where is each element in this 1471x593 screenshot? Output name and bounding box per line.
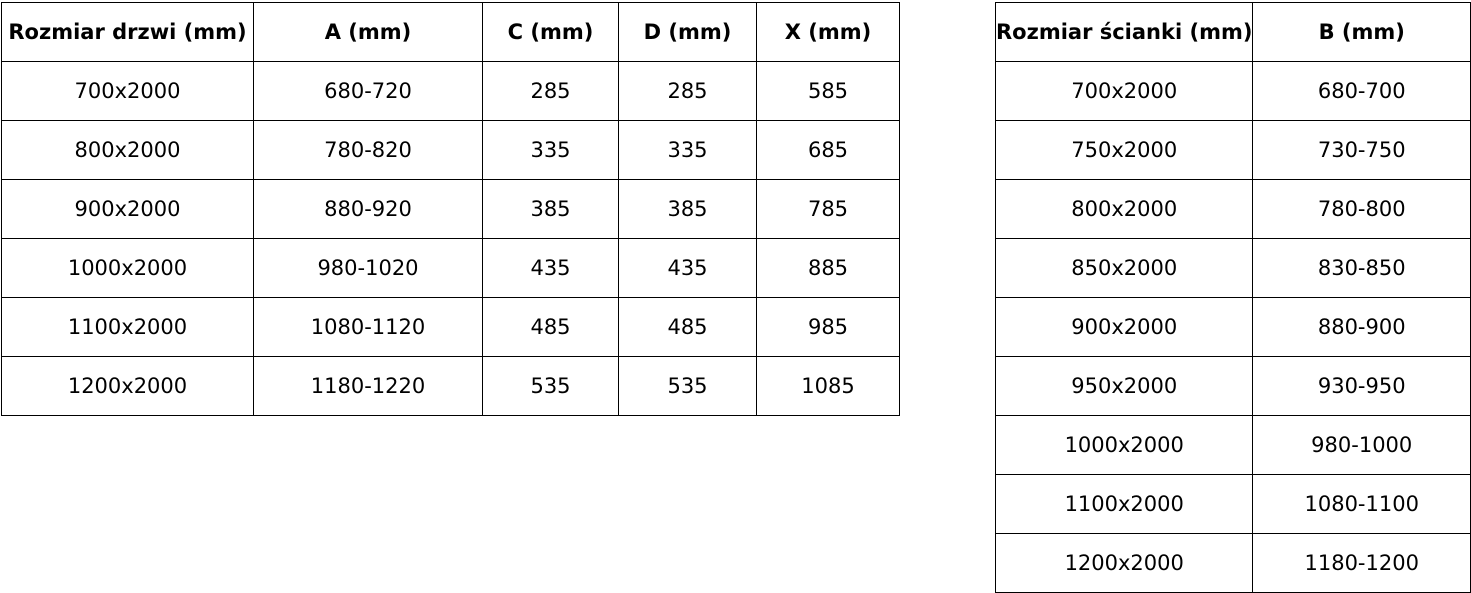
cell-x: 785	[757, 180, 900, 239]
table-row	[2, 121, 900, 180]
cell-b: 730-750	[1253, 121, 1471, 180]
cell-door-size: 700x2000	[2, 62, 254, 121]
cell-d: 435	[619, 239, 757, 298]
cell-wall-size: 1000x2000	[996, 416, 1253, 475]
cell-wall-size: 950x2000	[996, 357, 1253, 416]
column-header-door-size: Rozmiar drzwi (mm)	[2, 3, 254, 62]
column-header-d: D (mm)	[619, 3, 757, 62]
cell-d: 385	[619, 180, 757, 239]
table-row	[996, 298, 1471, 357]
cell-c: 285	[483, 62, 619, 121]
table-header-row	[2, 3, 900, 62]
cell-c: 485	[483, 298, 619, 357]
cell-a: 780-820	[254, 121, 483, 180]
cell-a: 880-920	[254, 180, 483, 239]
table-row	[2, 180, 900, 239]
table-header-row	[996, 3, 1471, 62]
cell-b: 680-700	[1253, 62, 1471, 121]
table-row	[996, 239, 1471, 298]
table-row	[996, 416, 1471, 475]
cell-a: 680-720	[254, 62, 483, 121]
table-row	[996, 534, 1471, 593]
column-header-b: B (mm)	[1253, 3, 1471, 62]
cell-d: 335	[619, 121, 757, 180]
table-row	[996, 121, 1471, 180]
cell-b: 880-900	[1253, 298, 1471, 357]
cell-a: 1080-1120	[254, 298, 483, 357]
cell-b: 830-850	[1253, 239, 1471, 298]
cell-b: 980-1000	[1253, 416, 1471, 475]
cell-wall-size: 850x2000	[996, 239, 1253, 298]
cell-b: 1180-1200	[1253, 534, 1471, 593]
cell-wall-size: 700x2000	[996, 62, 1253, 121]
table-row	[2, 357, 900, 416]
cell-door-size: 1100x2000	[2, 298, 254, 357]
cell-x: 885	[757, 239, 900, 298]
cell-wall-size: 900x2000	[996, 298, 1253, 357]
table-row	[996, 62, 1471, 121]
cell-x: 585	[757, 62, 900, 121]
cell-x: 1085	[757, 357, 900, 416]
column-header-c: C (mm)	[483, 3, 619, 62]
door-sizes-table	[1, 2, 900, 416]
cell-b: 780-800	[1253, 180, 1471, 239]
cell-x: 985	[757, 298, 900, 357]
table-row	[996, 357, 1471, 416]
column-header-a: A (mm)	[254, 3, 483, 62]
table-row	[2, 239, 900, 298]
table-row	[2, 298, 900, 357]
cell-c: 385	[483, 180, 619, 239]
cell-b: 930-950	[1253, 357, 1471, 416]
table-row	[996, 180, 1471, 239]
cell-a: 980-1020	[254, 239, 483, 298]
cell-door-size: 800x2000	[2, 121, 254, 180]
wall-sizes-table	[995, 2, 1471, 593]
cell-door-size: 1000x2000	[2, 239, 254, 298]
table-row	[2, 62, 900, 121]
cell-door-size: 1200x2000	[2, 357, 254, 416]
cell-c: 535	[483, 357, 619, 416]
cell-c: 335	[483, 121, 619, 180]
cell-a: 1180-1220	[254, 357, 483, 416]
cell-wall-size: 750x2000	[996, 121, 1253, 180]
cell-d: 535	[619, 357, 757, 416]
column-header-wall-size: Rozmiar ścianki (mm)	[996, 3, 1253, 62]
cell-wall-size: 1200x2000	[996, 534, 1253, 593]
cell-b: 1080-1100	[1253, 475, 1471, 534]
table-row	[996, 475, 1471, 534]
cell-d: 485	[619, 298, 757, 357]
cell-x: 685	[757, 121, 900, 180]
cell-wall-size: 1100x2000	[996, 475, 1253, 534]
cell-door-size: 900x2000	[2, 180, 254, 239]
column-header-x: X (mm)	[757, 3, 900, 62]
cell-c: 435	[483, 239, 619, 298]
cell-d: 285	[619, 62, 757, 121]
cell-wall-size: 800x2000	[996, 180, 1253, 239]
